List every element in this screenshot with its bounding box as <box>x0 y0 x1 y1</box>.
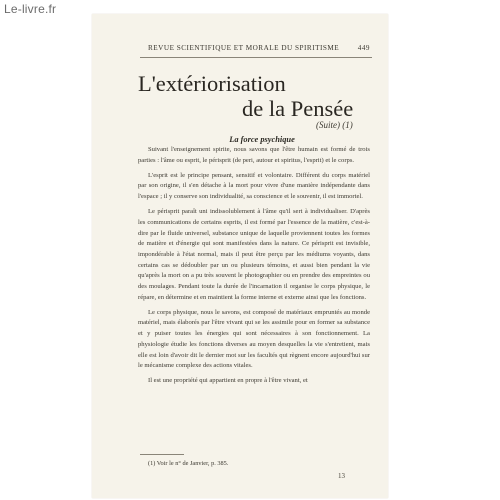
watermark: Le-livre.fr <box>4 2 57 16</box>
document-page <box>92 14 388 498</box>
article-title-line2: de la Pensée <box>242 96 354 121</box>
signature-mark: 13 <box>338 472 345 480</box>
footnote: (1) Voir le n° de Janvier, p. 385. <box>148 460 229 467</box>
running-title: REVUE SCIENTIFIQUE ET MORALE DU SPIRITISME <box>148 44 340 52</box>
section-heading: La force psychique <box>229 135 295 144</box>
header-rule <box>140 57 372 58</box>
paragraph: Le périsprit paraît uni indissolublement à l'âme qu'il sert à individualiser. D'après les communications de certains esprits, il est formé par l'essence de la matière, c'est-à-dire par le fluide universel, substance unique de laquelle proviennent toutes les formes de matière et d'énergie qui sont manifestées dans la nature. Ce périsprit est invisible, impondérable à l'état normal, mais il peut être perçu par les médiums voyants, dans certains cas se dédoubler par un ou plusieurs témoins, et aussi bien pendant la vie qu'après la mort on a pu très souvent le photographier ou en prendre des empreintes ou des moulages. Pendant toute la durée de l'incarnation il organise le corps physique, le répare, en détermine et en maintient la forme interne et externe ainsi que les fonctions. <box>138 208 370 301</box>
paragraph: Il est une propriété qui appartient en propre à l'être vivant, et <box>148 377 308 385</box>
article-suite: (Suite) (1) <box>316 120 353 130</box>
page-number: 449 <box>357 44 370 52</box>
paragraph: Le corps physique, nous le savons, est composé de matériaux empruntés au monde matériel, mais élaborés par l'être vivant qui se les assimile pour en former sa substance et y puiser toutes les énergies qui sont nécessaires à son fonctionnement. La physiologie étudie les fonctions diverses au moyen desquelles la vie s'entretient, mais elle est loin d'avoir dit le dernier mot sur les facultés qui règnent encore aujourd'hui sur le mécanisme complexe des actions vitales. <box>138 308 370 370</box>
footnote-rule <box>140 454 184 455</box>
article-body <box>138 145 370 387</box>
paragraph: L'esprit est le principe pensant, sensitif et volontaire. Différent du corps matériel par son origine, il s'en détache à la mort pour vivre d'une manière indépendante dans l'espace ; il y conserve son individualité, sa conscience et le souvenir, il est immortel. <box>138 171 370 201</box>
paragraph: Suivant l'enseignement spirite, nous savons que l'être humain est formé de trois parties : l'âme ou esprit, le périsprit (de peri, autour et spiritus, l'esprit) et le corps. <box>138 146 370 164</box>
article-title-line1: L'extériorisation <box>138 71 286 96</box>
